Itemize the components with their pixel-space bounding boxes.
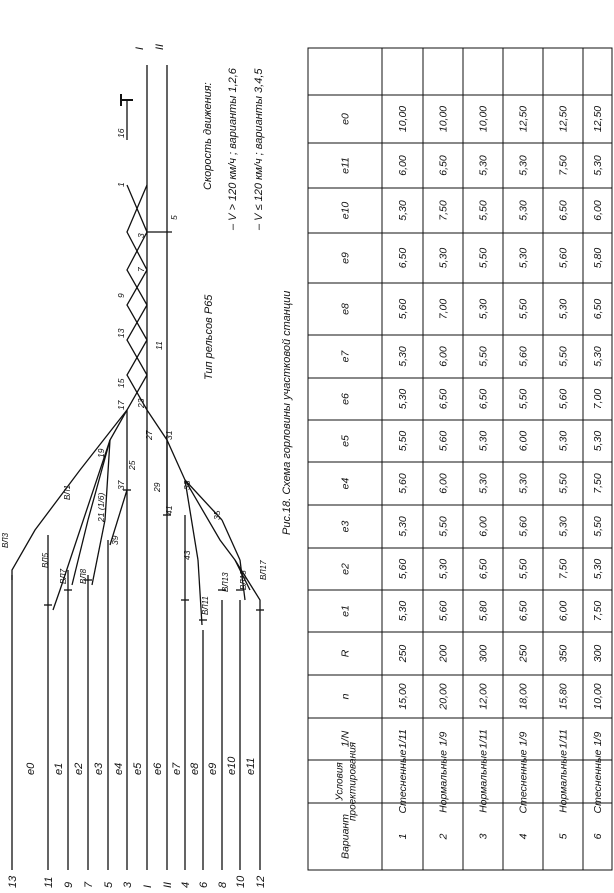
table-cell: 5,60	[397, 298, 410, 320]
table-cell: 5,60	[557, 388, 570, 410]
table-cell: 5,30	[397, 600, 410, 622]
table-header-cell: n	[339, 693, 352, 700]
table-cell: 5,50	[557, 473, 570, 494]
table-cell: 5,30	[397, 200, 410, 221]
switch-15: 15	[116, 378, 126, 388]
table-cell: 6,00	[437, 473, 450, 494]
stop-sign-vl7: ВЛ7	[59, 568, 68, 584]
table-cell: 6,50	[517, 600, 530, 622]
table-cell: 12,50	[557, 105, 570, 133]
switch-23: 23	[136, 398, 146, 408]
table-cell: 6,00	[477, 516, 490, 537]
table-cell: 5,30	[517, 247, 530, 269]
table-cell: 5,60	[557, 247, 570, 269]
switch-37: 37	[116, 480, 126, 490]
table-cell: 6,00	[517, 430, 530, 452]
track-label: e8	[189, 762, 201, 775]
table-cell: 6,50	[477, 388, 490, 410]
table-cell: 5,30	[592, 155, 605, 176]
table-cell: 10,00	[592, 683, 605, 710]
table-cell: 5,30	[477, 298, 490, 320]
table-cell: 1/9	[592, 731, 605, 747]
table-cell: Нормальные	[557, 750, 570, 813]
table-cell: 200	[437, 644, 450, 663]
table-cell: 6,00	[437, 346, 450, 367]
table-cell: 250	[397, 644, 410, 663]
table-cell: 1/11	[477, 729, 490, 749]
table-cell: 6,00	[557, 600, 570, 622]
table-cell: 5,60	[397, 473, 410, 494]
table-cell: 5,60	[517, 516, 530, 537]
stop-sign-vl15: ВЛ15	[239, 570, 248, 590]
table-header-cell: e5	[339, 435, 352, 447]
table-header-cell: e8	[339, 303, 352, 315]
speed-line-1: – V > 120 км/ч ; варианты 1,2,6	[227, 68, 239, 230]
table-cell: 10,00	[437, 105, 450, 133]
table-cell: 5,50	[517, 558, 530, 580]
switch-17: 17	[116, 400, 126, 410]
table-cell: 5,50	[477, 200, 490, 221]
track-label: e5	[132, 762, 144, 775]
stop-sign-vl13: ВЛ13	[221, 572, 230, 592]
table-cell: 12,00	[477, 683, 490, 710]
stop-sign-vl5: ВЛ5	[41, 552, 50, 568]
track-number: 5	[103, 881, 115, 888]
crossover-lines	[12, 94, 260, 625]
table-cell: 6,50	[437, 155, 450, 176]
track-label: e3	[93, 762, 105, 775]
table-cell: 6,50	[397, 247, 410, 269]
table-cell: 7,50	[557, 558, 570, 580]
table-cell: 12,50	[517, 105, 530, 133]
table-cell: 6,50	[437, 388, 450, 410]
stop-sign-vl1: ВЛ1	[63, 484, 72, 500]
track-number: 13	[7, 875, 19, 888]
switch-19: 19	[96, 448, 106, 458]
table-cell: 15,80	[557, 683, 570, 710]
table-cell: 10,00	[477, 105, 490, 133]
switch-25: 25	[127, 460, 137, 470]
table-header-cell: 1/N	[339, 730, 352, 748]
table-header-cell: e10	[339, 201, 352, 220]
table-cell: 5,30	[477, 155, 490, 176]
table-header-cell: e11	[339, 157, 352, 174]
track-number: II	[162, 881, 174, 888]
table-cell: 5,50	[517, 298, 530, 320]
table-cell: 6,50	[592, 298, 605, 320]
table-cell: 5,30	[397, 516, 410, 537]
switch-13: 13	[116, 328, 126, 338]
table-cell: 2	[437, 833, 450, 840]
table-cell: 5,60	[437, 430, 450, 452]
table-cell: 5,50	[437, 516, 450, 537]
track-number: 9	[63, 881, 75, 888]
table-header-cell: Условия	[334, 762, 346, 801]
table-cell: 5,50	[477, 346, 490, 367]
table-cell: 7,50	[592, 473, 605, 494]
stop-sign-vl17: ВЛ17	[259, 560, 268, 580]
table-cell: 5,30	[517, 200, 530, 221]
switch-1: 1	[116, 182, 126, 187]
table-cell: 5,50	[557, 346, 570, 367]
track-scheme	[1, 44, 293, 888]
table-cell: 5,30	[477, 430, 490, 452]
table-header-cell: Вариант	[339, 814, 352, 859]
track-label: e0	[25, 762, 37, 775]
table-cell: 5,30	[592, 430, 605, 452]
switch-29: 29	[152, 482, 162, 492]
speed-title: Скорость движения:	[202, 82, 214, 190]
table-cell: 5,60	[517, 346, 530, 367]
track-label: e2	[73, 762, 85, 775]
table-cell: 5,50	[517, 388, 530, 410]
table-cell: 5,50	[397, 430, 410, 452]
track-label: e7	[171, 762, 183, 775]
table-cell: 5,30	[477, 473, 490, 494]
switch-5: 5	[169, 215, 179, 220]
stop-sign-vl3: ВЛ3	[1, 532, 10, 548]
switch-41: 41	[164, 505, 174, 515]
table-cell: 7,00	[437, 298, 450, 320]
track-number: 10	[235, 875, 247, 888]
table-cell: 5,30	[397, 388, 410, 410]
table-cell: 20,00	[437, 683, 450, 710]
table-cell: 7,50	[437, 200, 450, 221]
switch-9: 9	[116, 293, 126, 298]
table-cell: 6	[592, 833, 605, 840]
switch-43: 43	[182, 550, 192, 560]
table-header-cell: e4	[339, 477, 352, 490]
table-cell: 7,50	[557, 155, 570, 176]
table-header-cell: e0	[339, 113, 352, 125]
table-cell: 5,30	[397, 346, 410, 367]
table-cell: 5,80	[592, 247, 605, 269]
switch-11: 11	[154, 341, 164, 350]
track-number: 12	[255, 875, 267, 888]
table-cell: 5,30	[557, 516, 570, 537]
switch-3: 3	[136, 233, 146, 238]
switch-7: 7	[136, 267, 146, 272]
switch-33: 33	[182, 480, 192, 490]
table-header-cell: e2	[339, 563, 352, 575]
track-label: e1	[53, 762, 65, 775]
table-cell: 6,50	[557, 200, 570, 221]
table-cell: Нормальные	[437, 750, 450, 813]
table-cell: 350	[557, 644, 570, 663]
rail-type-label: Тип рельсов Р65	[203, 294, 215, 380]
table-cell: 12,50	[592, 105, 605, 133]
track-number: 8	[217, 881, 229, 888]
track-number: 11	[43, 876, 55, 888]
table-cell: 3	[477, 833, 490, 840]
table-cell: 300	[477, 644, 490, 663]
table-cell: 5,60	[397, 558, 410, 580]
table-cell: 5,30	[437, 247, 450, 269]
table-header-cell: e7	[339, 350, 352, 363]
table-cell: 5,30	[557, 298, 570, 320]
switch-21: 21 (1/6)	[96, 492, 106, 522]
track-label: e11	[245, 757, 257, 775]
table-header-cell: проектирования	[347, 741, 359, 822]
switch-31: 31	[164, 430, 174, 440]
figure-caption: Рис.18. Схема горловины участковой станции	[281, 290, 293, 535]
track-label: e10	[226, 756, 238, 775]
table-cell: 7,50	[592, 600, 605, 622]
track-number: 6	[198, 881, 210, 888]
table-cell: 6,00	[592, 200, 605, 221]
track-number: 3	[122, 881, 134, 888]
table-cell: 5,50	[477, 247, 490, 269]
table-cell: Стесненные	[517, 749, 530, 814]
table-cell: 5,50	[592, 516, 605, 537]
track-numbers	[7, 875, 267, 888]
stop-sign-vl8: ВЛ8	[79, 568, 88, 584]
table-cell: 5,30	[592, 346, 605, 367]
table-header-cell: e6	[339, 393, 352, 405]
speed-line-2: – V ≤ 120 км/ч ; варианты 3,4,5	[253, 68, 265, 230]
table-cell: 15,00	[397, 683, 410, 710]
main-track-label-II: II	[154, 43, 166, 50]
switch-39: 39	[110, 535, 120, 545]
table-cell: Стесненные	[592, 749, 605, 814]
track-number: 4	[180, 881, 192, 888]
table-cell: 1/9	[437, 731, 450, 747]
table-cell: 5,60	[437, 600, 450, 622]
switch-16: 16	[116, 128, 126, 138]
table-cell: Стесненные	[397, 749, 410, 814]
main-track-label-I: I	[134, 46, 146, 50]
table-cell: 1/11	[397, 729, 410, 749]
table-header-cell: e1	[339, 605, 352, 617]
switch-27: 27	[144, 430, 154, 440]
table-cell: 5	[557, 833, 570, 840]
switch-35: 35	[212, 510, 222, 520]
table-cell: 5,80	[477, 600, 490, 622]
table-cell: 5,30	[517, 155, 530, 176]
table-cell: 10,00	[397, 105, 410, 133]
table-cell: 5,30	[517, 473, 530, 494]
track-label: e9	[207, 762, 219, 775]
table-cell: 5,30	[437, 558, 450, 580]
table-cell: 6,00	[397, 155, 410, 176]
table-header-cell: e9	[339, 252, 352, 264]
table-cell: 250	[517, 644, 530, 663]
track-label: e4	[113, 762, 125, 775]
table-cell: 18,00	[517, 683, 530, 710]
track-number: 7	[83, 881, 95, 888]
stop-sign-vl11: ВЛ11	[201, 596, 210, 615]
table-cell: 1/11	[557, 729, 570, 749]
table-cell: 4	[517, 833, 530, 840]
variants-table	[308, 48, 612, 870]
table-cell: 1/9	[517, 731, 530, 747]
table-cell: 1	[397, 833, 410, 840]
table-header-cell: R	[339, 649, 352, 658]
table-cell: 5,30	[557, 430, 570, 452]
track-number: I	[142, 884, 154, 888]
table-cell: 6,50	[477, 558, 490, 580]
table-cell: 5,30	[592, 558, 605, 580]
track-label: e6	[152, 762, 164, 775]
table-cell: 7,00	[592, 388, 605, 410]
table-header-cell: e3	[339, 520, 352, 533]
table-cell: 300	[592, 644, 605, 663]
table-cell: Нормальные	[477, 750, 490, 813]
